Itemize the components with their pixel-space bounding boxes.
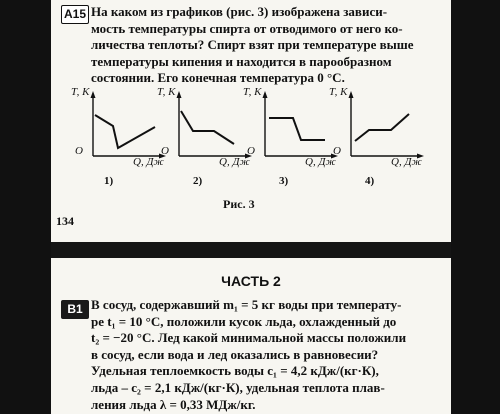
task-b1-line: t₂ = −20 °С. Лед какой минимальной массы положили bbox=[91, 330, 407, 346]
figure-caption: Рис. 3 bbox=[223, 197, 255, 211]
task-b1-line: В сосуд, содержавший m₁ = 5 кг воды при температу- bbox=[91, 297, 402, 312]
axis-x-label: Q, Дж bbox=[133, 156, 164, 168]
axis-y-label: Т, К bbox=[157, 86, 176, 98]
y-axis-arrow-icon bbox=[263, 91, 268, 98]
task-b1-text bbox=[91, 297, 437, 413]
axis-y-label: Т, К bbox=[243, 86, 262, 98]
graph-2-curve bbox=[181, 111, 234, 144]
graph-4-plot bbox=[341, 86, 425, 166]
graph-4-number: 4) bbox=[365, 175, 375, 187]
graph-2-number: 2) bbox=[193, 175, 203, 187]
task-a15-line: личества теплоты? Спирт взят при температуре выше bbox=[91, 37, 414, 53]
axis-x-label: Q, Дж bbox=[219, 156, 250, 168]
origin-label: O bbox=[161, 145, 169, 157]
y-axis-arrow-icon bbox=[91, 91, 96, 98]
task-b1-line: ления льда λ = 0,33 МДж/кг. bbox=[91, 396, 256, 412]
y-axis-arrow-icon bbox=[177, 91, 182, 98]
task-b1-line: льда – c₂ = 2,1 кДж/(кг·К), удельная теплота плав- bbox=[91, 379, 385, 395]
textbook-page bbox=[51, 0, 451, 414]
page-gap-divider bbox=[51, 242, 451, 258]
graph-1 bbox=[71, 86, 167, 187]
graph-3-curve bbox=[269, 118, 325, 140]
axis-y-label: Т, К bbox=[71, 86, 90, 98]
task-a15-text bbox=[91, 4, 431, 87]
graph-4 bbox=[329, 86, 425, 187]
axis-y-label: Т, К bbox=[329, 86, 348, 98]
task-badge-a15: A15 bbox=[61, 5, 89, 24]
graph-2 bbox=[157, 86, 253, 187]
graph-2-plot bbox=[169, 86, 253, 166]
task-b1-line: Удельная теплоемкость воды c₁ = 4,2 кДж/(кг·К), bbox=[91, 363, 379, 379]
axis-x-label: Q, Дж bbox=[305, 156, 336, 168]
origin-label: O bbox=[333, 145, 341, 157]
graph-1-plot bbox=[83, 86, 167, 166]
page-number: 134 bbox=[56, 214, 74, 228]
part-title: ЧАСТЬ 2 bbox=[221, 273, 281, 289]
origin-label: O bbox=[247, 145, 255, 157]
graph-1-curve bbox=[95, 115, 155, 148]
graph-1-number: 1) bbox=[104, 175, 114, 187]
y-axis-arrow-icon bbox=[349, 91, 354, 98]
graph-3-plot bbox=[255, 86, 339, 166]
graph-3 bbox=[243, 86, 339, 187]
task-a15-line: мость температуры спирта от отводимого от него ко- bbox=[91, 20, 403, 36]
task-a15-line: температуры кипения и находится в парообразном bbox=[91, 53, 392, 69]
task-b1-line: в сосуд, если вода и лед оказались в равновесии? bbox=[91, 346, 379, 362]
graph-4-curve bbox=[355, 114, 409, 141]
origin-label: O bbox=[75, 145, 83, 157]
task-a15-line: На каком из графиков (рис. 3) изображена зависи- bbox=[91, 4, 388, 19]
task-badge-b1: B1 bbox=[61, 300, 89, 319]
graph-3-number: 3) bbox=[279, 175, 289, 187]
task-a15-line: состоянии. Его конечная температура 0 °С. bbox=[91, 70, 345, 86]
task-b1-line: ре t₁ = 10 °С, положили кусок льда, охлажденный до bbox=[91, 313, 397, 329]
axis-x-label: Q, Дж bbox=[391, 156, 422, 168]
